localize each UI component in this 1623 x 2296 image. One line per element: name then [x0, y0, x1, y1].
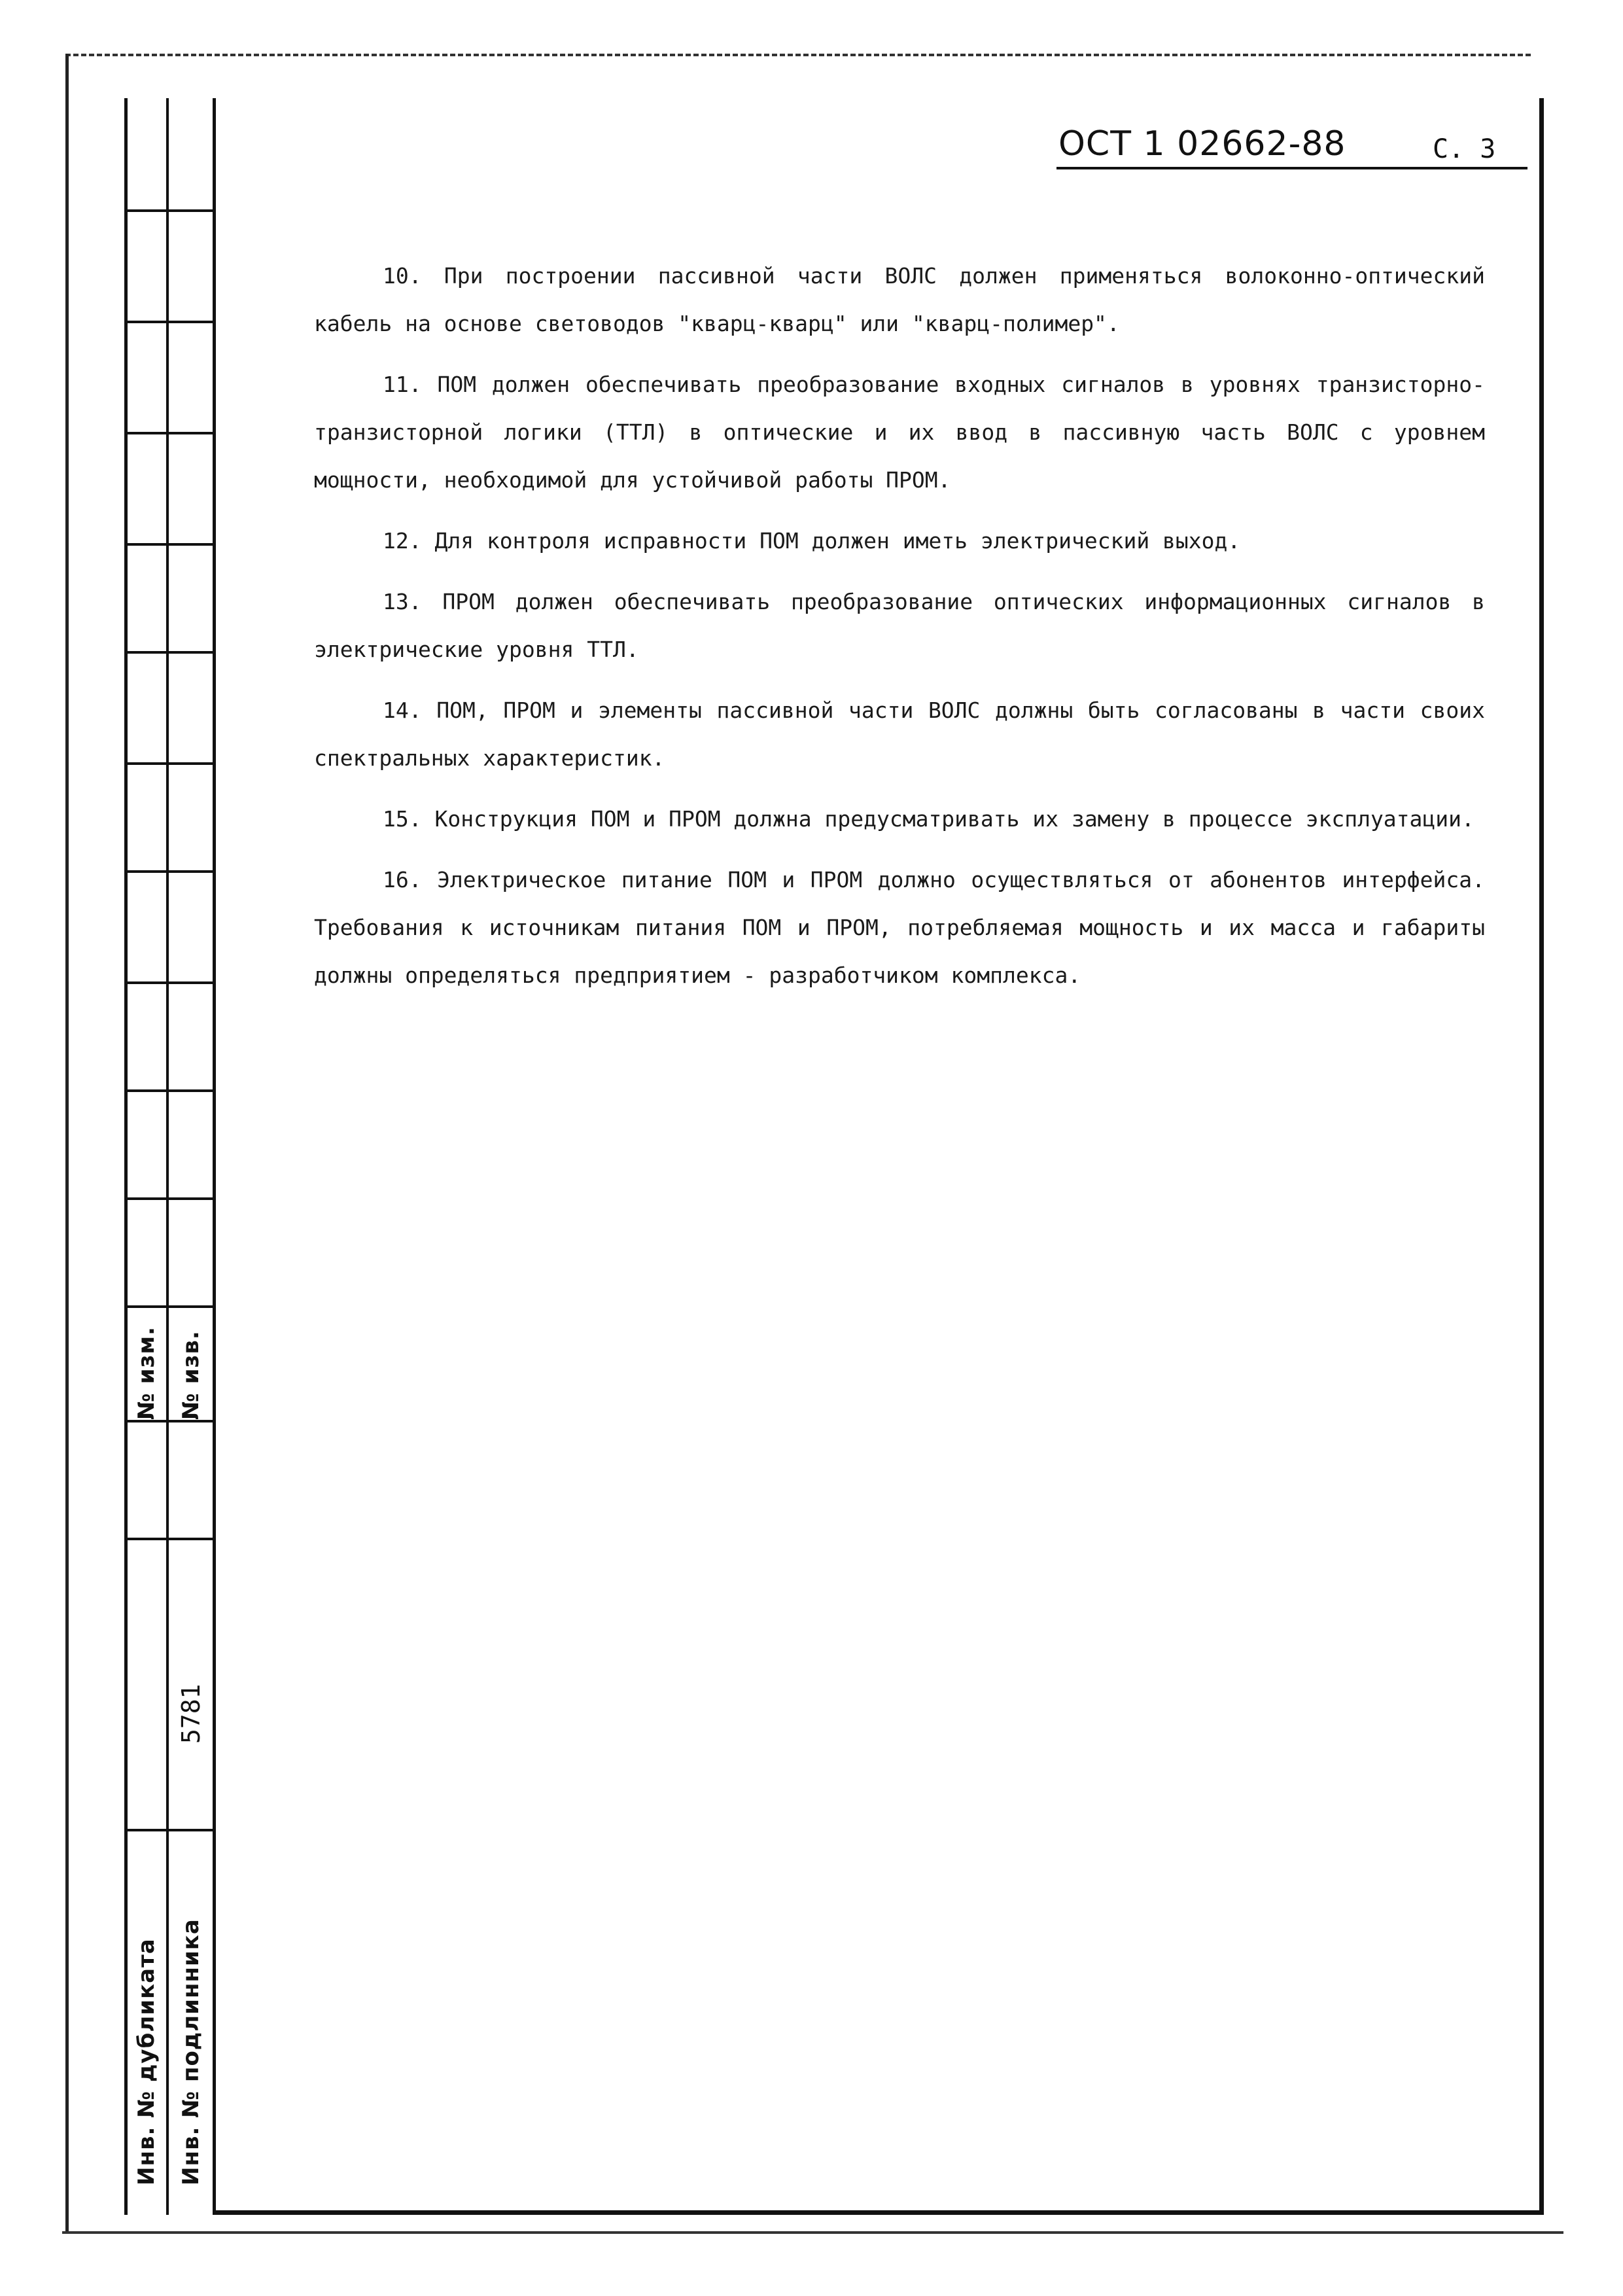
- document-body: [314, 252, 1485, 1012]
- stamp-divider: [124, 1829, 216, 1831]
- stamp-divider: [124, 1089, 216, 1092]
- original-inventory-number: 5781: [177, 1684, 205, 1744]
- outer-border-top: [65, 54, 1531, 56]
- original-inventory-label: Инв. № подлинника: [178, 1918, 204, 2185]
- stamp-divider: [124, 981, 216, 984]
- stamp-divider: [124, 651, 216, 654]
- stamp-divider: [124, 1420, 216, 1422]
- clause-16: 16. Электрическое питание ПОМ и ПРОМ должно осуществляться от абонентов интерфейса. Требования к источникам питания ПОМ и ПРОМ, потребляемая мощность и их масса и габариты должны определяться предприятием - разработчиком комплекса.: [314, 867, 1485, 988]
- outer-border-bottom: [62, 2231, 1563, 2234]
- stamp-divider: [124, 209, 216, 212]
- side-stamp-column-1: [124, 98, 169, 2215]
- stamp-divider: [124, 1197, 216, 1200]
- stamp-divider: [124, 1538, 216, 1540]
- change-number-label: № изм.: [133, 1326, 160, 1420]
- page-number: С. 3: [1433, 134, 1496, 164]
- outer-border-left: [65, 54, 69, 2233]
- stamp-divider: [124, 432, 216, 434]
- stamp-divider: [124, 543, 216, 546]
- clause-13: 13. ПРОМ должен обеспечивать преобразование оптических информационных сигналов в электрические уровня ТТЛ.: [314, 589, 1485, 662]
- header-underline: [1056, 167, 1527, 169]
- side-stamp-column-2: [169, 98, 216, 2215]
- clause-14: 14. ПОМ, ПРОМ и элементы пассивной части ВОЛС должны быть согласованы в части своих спектральных характеристик.: [314, 698, 1485, 771]
- duplicate-inventory-label: Инв. № дубликата: [133, 1938, 160, 2185]
- notice-number-label: № изв.: [178, 1330, 204, 1420]
- stamp-divider: [124, 870, 216, 873]
- stamp-divider: [124, 321, 216, 323]
- clause-11: 11. ПОМ должен обеспечивать преобразование входных сигналов в уровнях транзисторно-транзисторной логики (ТТЛ) в оптические и их ввод в пассивную часть ВОЛС с уровнем мощности, необходимой для устойчивой работы ПРОМ.: [314, 372, 1485, 493]
- stamp-divider: [124, 762, 216, 765]
- stamp-divider: [124, 1305, 216, 1308]
- clause-12: 12. Для контроля исправности ПОМ должен иметь электрический выход.: [383, 528, 1241, 554]
- clause-15: 15. Конструкция ПОМ и ПРОМ должна предусматривать их замену в процессе эксплуатации.: [383, 806, 1475, 832]
- clause-10: 10. При построении пассивной части ВОЛС должен применяться волоконно-оптический кабель на основе световодов "кварц-кварц" или "кварц-полимер".: [314, 263, 1485, 336]
- document-code: ОСТ 1 02662-88: [1058, 124, 1346, 164]
